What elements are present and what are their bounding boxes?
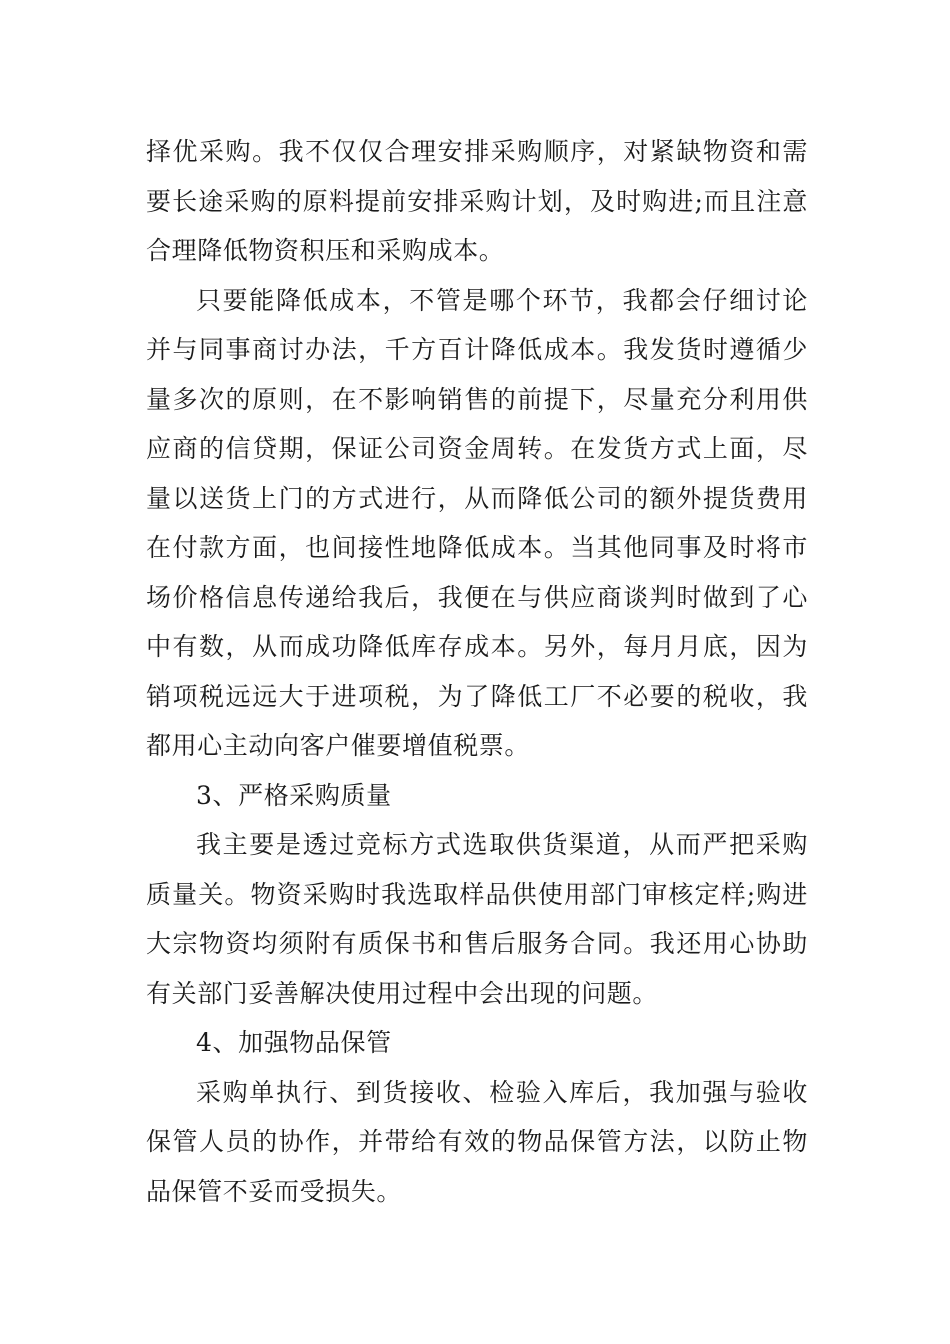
document-page bbox=[146, 127, 808, 1216]
paragraph-3: 我主要是透过竞标方式选取供货渠道，从而严把采购质量关。物资采购时我选取样品供使用部门审核定样;购进大宗物资均须附有质保书和售后服务合同。我还用心协助有关部门妥善解决使用过程中会出现的问题。 bbox=[146, 830, 808, 1008]
section-heading-4: 4、加强物品保管 bbox=[196, 1028, 392, 1057]
section-heading-3: 3、严格采购质量 bbox=[196, 780, 392, 810]
paragraph-2: 只要能降低成本，不管是哪个环节，我都会仔细讨论并与同事商讨办法，千方百计降低成本。我发货时遵循少量多次的原则，在不影响销售的前提下，尽量充分利用供应商的信贷期，保证公司资金周转。在发货方式上面，尽量以送货上门的方式进行，从而降低公司的额外提货费用在付款方面，也间接性地降低成本。当其他同事及时将市场价格信息传递给我后，我便在与供应商谈判时做到了心中有数，从而成功降低库存成本。另外，每月月底，因为销项税远远大于进项税，为了降低工厂不必要的税收，我都用心主动向客户催要增值税票。 bbox=[146, 285, 808, 760]
paragraph-4: 采购单执行、到货接收、检验入库后，我加强与验收保管人员的协作，并带给有效的物品保管方法，以防止物品保管不妥而受损失。 bbox=[146, 1077, 808, 1206]
paragraph-1: 择优采购。我不仅仅合理安排采购顺序，对紧缺物资和需要长途采购的原料提前安排采购计划，及时购进;而且注意合理降低物资积压和采购成本。 bbox=[146, 137, 808, 265]
